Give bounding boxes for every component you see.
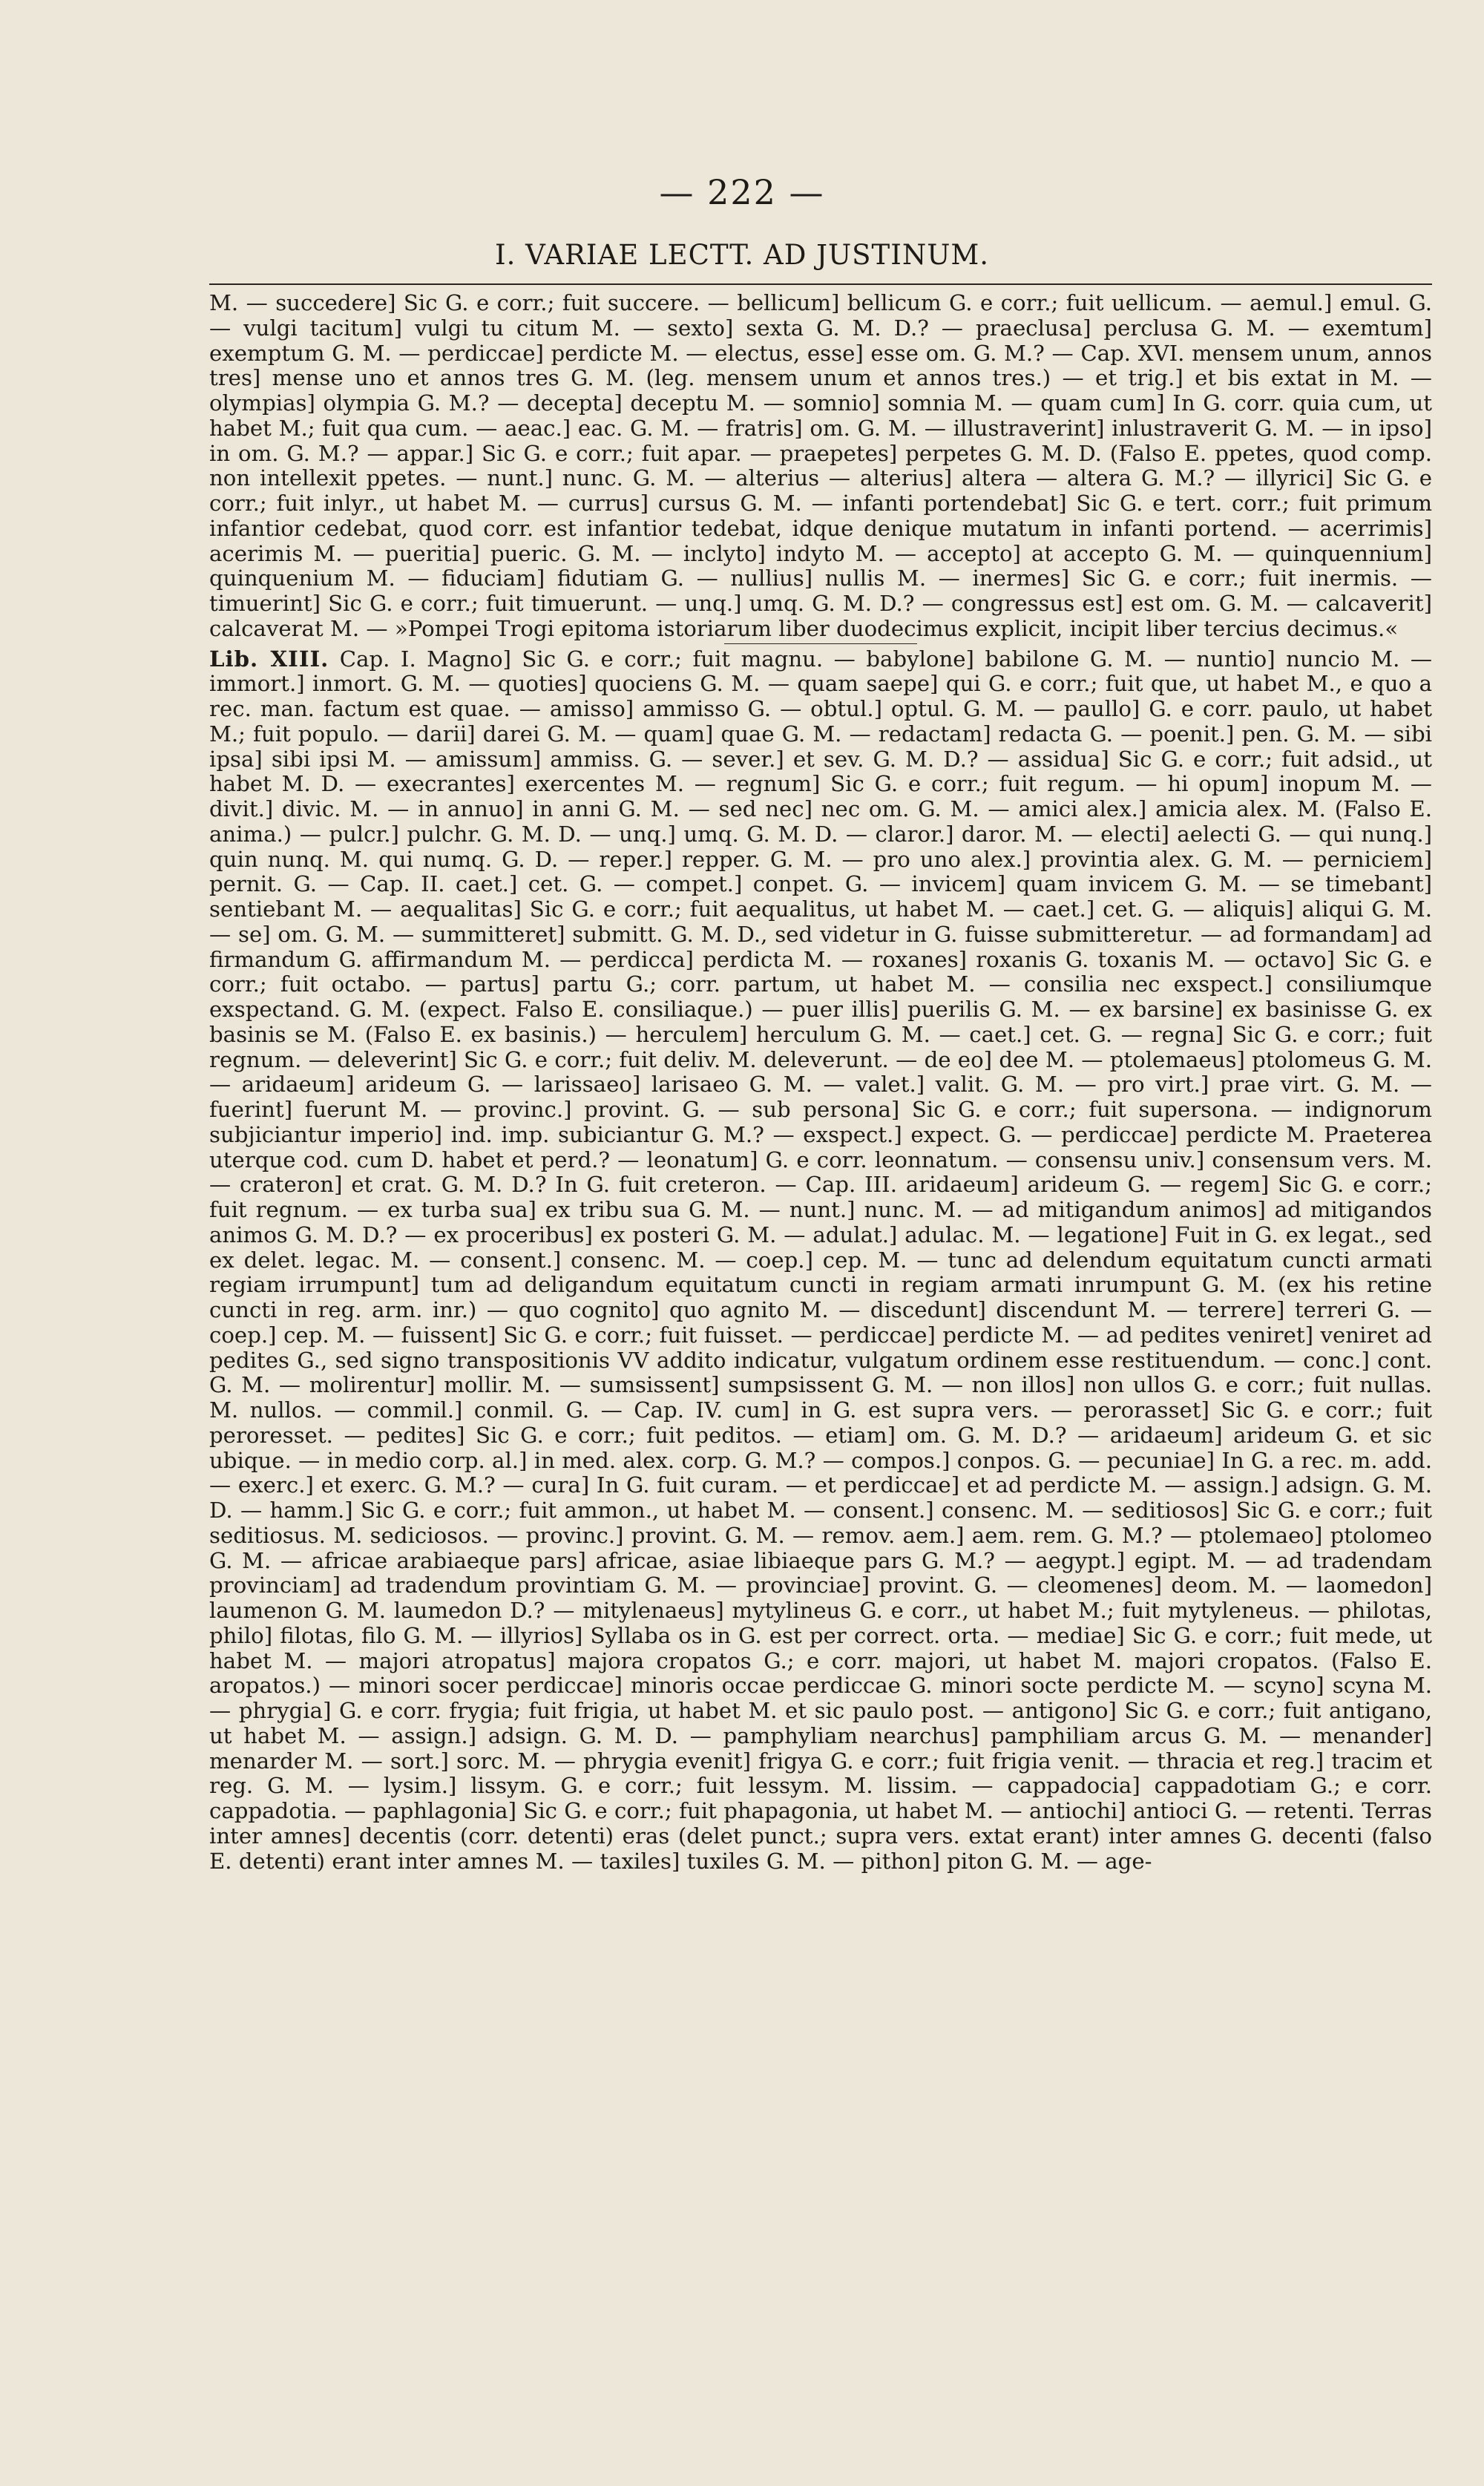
main-text <box>209 291 1432 1874</box>
running-head: I. VARIAE LECTT. AD JUSTINUM. <box>494 239 990 271</box>
book-marker: Lib. XIII. <box>209 646 329 672</box>
section-divider <box>724 643 917 644</box>
variant-readings-lib-xiii <box>209 647 1432 1875</box>
page-number: — 222 — <box>659 172 825 212</box>
header-rule <box>209 283 1432 285</box>
lib-xiii-text: Cap. I. Magno] Sic G. e corr.; fuit magnu. — babylone] babilone G. M. — nuntio] nuncio M. — immort.] inmort. G. M. — quoties] quociens G. M. — quam saepe] qui G. e corr.; fuit que, ut habet M., e quo a rec. man. factum est quae. — amisso] ammisso G. — obtul.] optul. G. M. — paullo] G. e corr. paulo, ut habet M.; fuit populo. — darii] darei G. M. — quam] quae G. M. — redactam] redacta G. — poenit.] pen. G. M. — sibi ipsa] sibi ipsi M. — amissum] ammiss. G. — sever.] et sev. G. M. D.? — assidua] Sic G. e corr.; fuit adsid., ut habet M. D. — execrantes] exercentes M. — regnum] Sic G. e corr.; fuit regum. — hi opum] inopum M. — divit.] divic. M. — in annuo] in anni G. M. — sed nec] nec om. G. M. — amici alex.] amicia alex. M. (Falso E. anima.) — pulcr.] pulchr. G. M. D. — unq.] umq. G. M. D. — claror.] daror. M. — electi] aelecti G. — qui nunq.] quin nunq. M. qui numq. G. D. — reper.] repper. G. M. — pro uno alex.] provintia alex. G. M. — perniciem] pernit. G. — Cap. II. caet.] cet. G. — compet.] conpet. G. — invicem] quam invicem G. M. — se timebant] sentiebant M. — aequalitas] Sic G. e corr.; fuit aequalitus, ut habet M. — caet.] cet. G. — aliquis] aliqui G. M. — se] om. G. M. — summitteret] submitt. G. M. D., sed videtur in G. fuisse submitteretur. — ad formandam] ad firmandum G. affirmandum M. — perdicca] perdicta M. — roxanes] roxanis G. toxanis M. — octavo] Sic G. e corr.; fuit octabo. — partus] partu G.; corr. partum, ut habet M. — consilia nec exspect.] consiliumque exspectand. G. M. (expect. Falso E. consiliaque.) — puer illis] puerilis G. M. — ex barsine] ex basinisse G. ex basinis se M. (Falso E. ex basinis.) — herculem] herculum G. M. — caet.] cet. G. — regna] Sic G. e corr.; fuit regnum. — deleverint] Sic G. e corr.; fuit deliv. M. deleverunt. — de eo] dee M. — ptolemaeus] ptolomeus G. M. — aridaeum] arideum G. — larissaeo] larisaeo G. M. — valet.] valit. G. M. — pro virt.] prae virt. G. M. — fuerint] fuerunt M. — provinc.] provint. G. — sub persona] Sic G. e corr.; fuit supersona. — indignorum subjiciantur imperio] ind. imp. subiciantur G. M.? — exspect.] expect. G. — perdiccae] perdicte M. Praeterea uterque cod. cum D. habet et perd.? — leonatum] G. e corr. leonnatum. — consensu univ.] consensum vers. M. — crateron] et crat. G. M. D.? In G. fuit creteron. — Cap. III. aridaeum] arideum G. — regem] Sic G. e corr.; fuit regnum. — ex turba sua] ex tribu sua G. M. — nunt.] nunc. M. — ad mitigandum animos] ad mitigandos animos G. M. D.? — ex proceribus] ex posteri G. M. — adulat.] adulac. M. — legatione] Fuit in G. ex legat., sed ex delet. legac. M. — consent.] consenc. M. — coep.] cep. M. — tunc ad delendum equitatum cuncti armati regiam irrumpunt] tum ad deligandum equitatum cuncti in regiam armati inrumpunt G. M. (ex his retine cuncti in reg. arm. inr.) — quo cognito] quo agnito M. — discedunt] discendunt M. — terrere] terreri G. — coep.] cep. M. — fuissent] Sic G. e corr.; fuit fuisset. — perdiccae] perdicte M. — ad pedites veniret] veniret ad pedites G., sed signo transpositionis VV addito indicatur, vulgatum ordinem esse restituendum. — conc.] cont. G. M. — molirentur] mollir. M. — sumsissent] sumpsissent G. M. — non illos] non ullos G. e corr.; fuit nullas. M. nullos. — commil.] conmil. G. — Cap. IV. cum] in G. est supra vers. — perorasset] Sic G. e corr.; fuit peroresset. — pedites] Sic G. e corr.; fuit peditos. — etiam] om. G. M. D.? — aridaeum] arideum G. et sic ubique. — in medio corp. al.] in med. alex. corp. G. M.? — compos.] conpos. G. — pecuniae] In G. a rec. m. add. — exerc.] et exerc. G. M.? — cura] In G. fuit curam. — et perdiccae] et ad perdicte M. — assign.] adsign. G. M. D. — hamm.] Sic G. e corr.; fuit ammon., ut habet M. — consent.] consenc. M. — seditiosos] Sic G. e corr.; fuit seditiosus. M. sediciosos. — provinc.] provint. G. M. — remov. aem.] aem. rem. G. M.? — ptolemaeo] ptolomeo G. M. — africae arabiaeque pars] africae, asiae libiaeque pars G. M.? — aegypt.] egipt. M. — ad tradendam provinciam] ad tradendum provintiam G. M. — provinciae] provint. G. — cleomenes] deom. M. — laomedon] laumenon G. M. laumedon D.? — mitylenaeus] mytylineus G. e corr., ut habet M.; fuit mytyleneus. — philotas, philo] filotas, filo G. M. — illyrios] Syllaba os in G. est per correct. orta. — mediae] Sic G. e corr.; fuit mede, ut habet M. — majori atropatus] majora cropatos G.; e corr. majori, ut habet M. majori cropatos. (Falso E. aropatos.) — minori socer perdiccae] minoris occae perdiccae G. minori socte perdicte M. — scyno] scyna M. — phrygia] G. e corr. frygia; fuit frigia, ut habet M. et sic paulo post. — antigono] Sic G. e corr.; fuit antigano, ut habet M. — assign.] adsign. G. M. D. — pamphyliam nearchus] pamphiliam arcus G. M. — menander] menarder M. — sort.] sorc. M. — phrygia evenit] frigya G. e corr.; fuit frigia venit. — thracia et reg.] tracim et reg. G. M. — lysim.] lissym. G. e corr.; fuit lessym. M. lissim. — cappadocia] cappadotiam G.; e corr. cappadotia. — paphlagonia] Sic G. e corr.; fuit phapagonia, ut habet M. — antiochi] antioci G. — retenti. Terras inter amnes] decentis (corr. detenti) eras (delet punct.; supra vers. extat erant) inter amnes G. decenti (falso E. detenti) erant inter amnes M. — taxiles] tuxiles G. M. — pithon] piton G. M. — age- <box>209 646 1433 1874</box>
variant-readings-lib-xii: M. — succedere] Sic G. e corr.; fuit succere. — bellicum] bellicum G. e corr.; fuit uellicum. — aemul.] emul. G. — vulgi tacitum] vulgi tu citum M. — sexto] sexta G. M. D.? — praeclusa] perclusa G. M. — exemtum] exemptum G. M. — perdiccae] perdicte M. — electus, esse] esse om. G. M.? — Cap. XVI. mensem unum, annos tres] mense uno et annos tres G. M. (leg. mensem unum et annos tres.) — et trig.] et bis extat in M. — olympias] olympia G. M.? — decepta] deceptu M. — somnio] somnia M. — quam cum] In G. corr. quia cum, ut habet M.; fuit qua cum. — aeac.] eac. G. M. — fratris] om. G. M. — illustraverint] inlustraverit G. M. — in ipso] in om. G. M.? — appar.] Sic G. e corr.; fuit apar. — praepetes] perpetes G. M. D. (Falso E. ppetes, quod comp. non intellexit ppetes. — nunt.] nunc. G. M. — alterius — alterius] altera — altera G. M.? — illyrici] Sic G. e corr.; fuit inlyr., ut habet M. — currus] cursus G. M. — infanti portendebat] Sic G. e tert. corr.; fuit primum infantior cedebat, quod corr. est infantior tedebat, idque denique mutatum in infanti portend. — acerrimis] acerimis M. — pueritia] pueric. G. M. — inclyto] indyto M. — accepto] at accepto G. M. — quinquennium] quinquenium M. — fiduciam] fidutiam G. — nullius] nullis M. — inermes] Sic G. e corr.; fuit inermis. — timuerint] Sic G. e corr.; fuit timuerunt. — unq.] umq. G. M. D.? — congressus est] est om. G. M. — calcaverit] calcaverat M. — »Pompei Trogi epitoma istoriarum liber duodecimus explicit, incipit liber tercius decimus.« <box>209 290 1432 641</box>
